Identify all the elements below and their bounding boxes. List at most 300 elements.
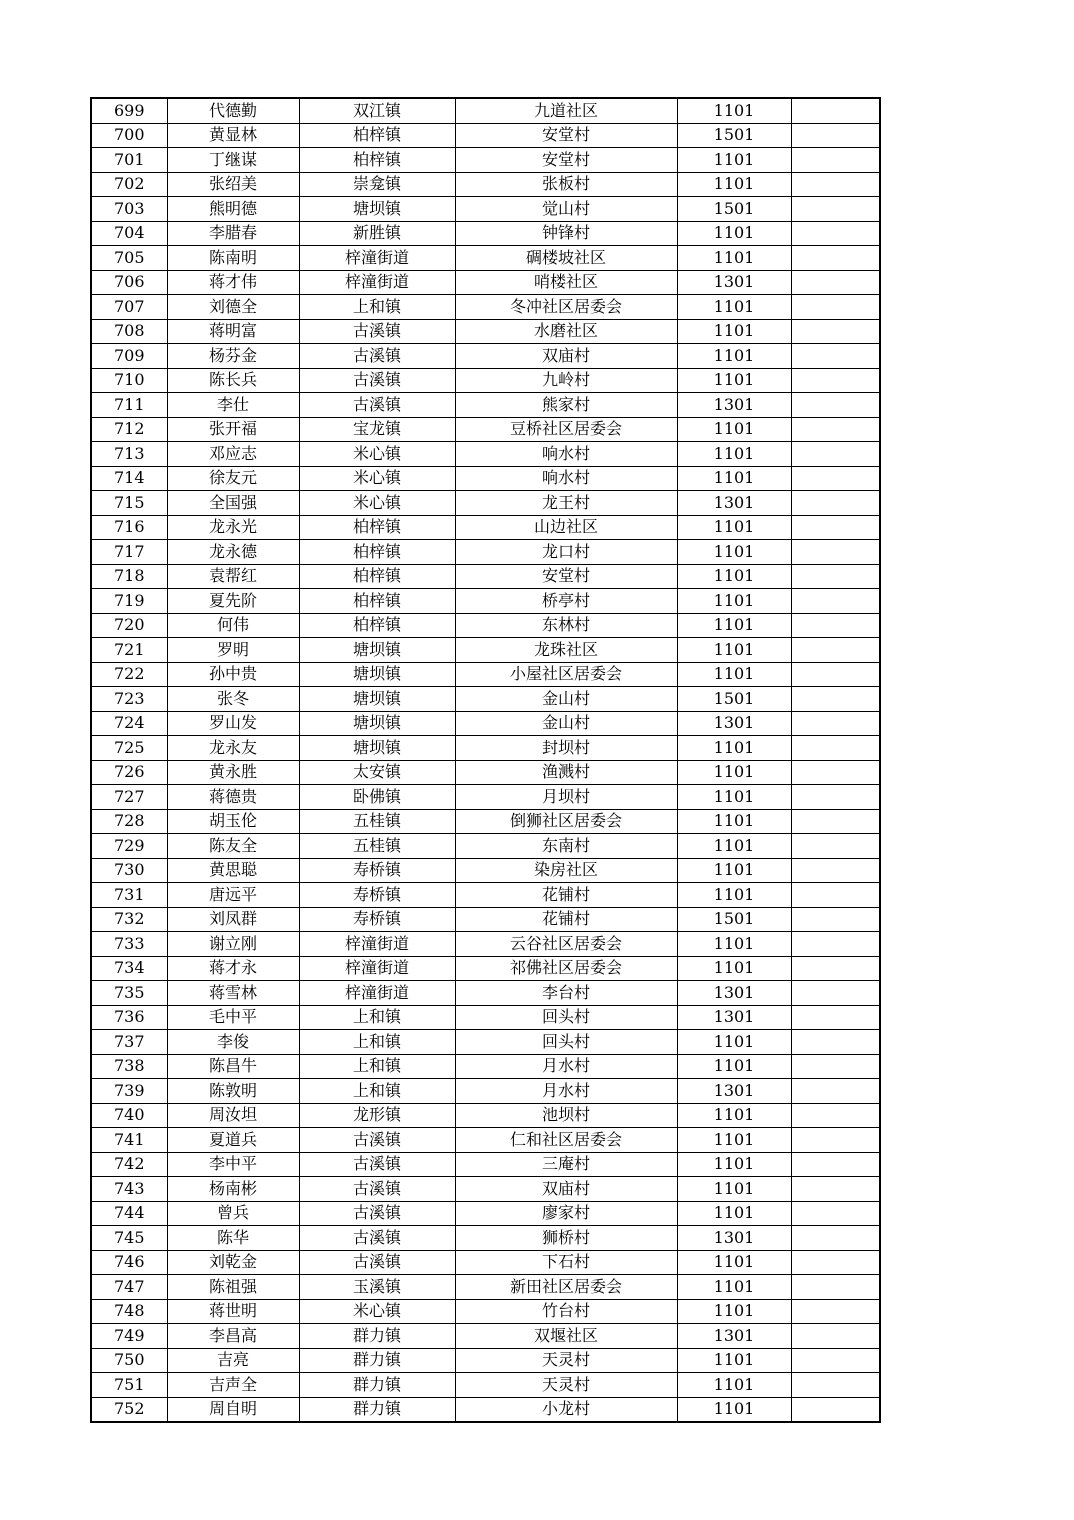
cell-code: 1501 bbox=[677, 687, 791, 712]
cell-village: 新田社区居委会 bbox=[455, 1275, 677, 1300]
cell-town: 古溪镇 bbox=[299, 1177, 455, 1202]
cell-code: 1101 bbox=[677, 368, 791, 393]
cell-village: 碉楼坡社区 bbox=[455, 246, 677, 271]
cell-number: 702 bbox=[91, 172, 167, 197]
table-row bbox=[91, 956, 880, 981]
cell-village: 桥亭村 bbox=[455, 589, 677, 614]
cell-extra bbox=[791, 1152, 880, 1177]
cell-code: 1101 bbox=[677, 809, 791, 834]
cell-number: 736 bbox=[91, 1005, 167, 1030]
cell-code: 1101 bbox=[677, 1201, 791, 1226]
cell-extra bbox=[791, 1275, 880, 1300]
cell-village: 金山村 bbox=[455, 711, 677, 736]
cell-extra bbox=[791, 1054, 880, 1079]
cell-number: 706 bbox=[91, 270, 167, 295]
cell-village: 金山村 bbox=[455, 687, 677, 712]
cell-village: 倒狮社区居委会 bbox=[455, 809, 677, 834]
cell-name: 陈南明 bbox=[167, 246, 299, 271]
cell-village: 渔溅村 bbox=[455, 760, 677, 785]
cell-village: 花铺村 bbox=[455, 883, 677, 908]
cell-extra bbox=[791, 368, 880, 393]
cell-number: 725 bbox=[91, 736, 167, 761]
cell-name: 龙永德 bbox=[167, 540, 299, 565]
cell-code: 1301 bbox=[677, 393, 791, 418]
cell-name: 代德勤 bbox=[167, 98, 299, 123]
cell-number: 732 bbox=[91, 907, 167, 932]
cell-town: 玉溪镇 bbox=[299, 1275, 455, 1300]
cell-number: 748 bbox=[91, 1299, 167, 1324]
cell-number: 730 bbox=[91, 858, 167, 883]
table-row bbox=[91, 809, 880, 834]
cell-extra bbox=[791, 1103, 880, 1128]
cell-village: 花铺村 bbox=[455, 907, 677, 932]
cell-village: 东林村 bbox=[455, 613, 677, 638]
cell-code: 1101 bbox=[677, 1250, 791, 1275]
cell-code: 1301 bbox=[677, 491, 791, 516]
table-row bbox=[91, 760, 880, 785]
cell-code: 1101 bbox=[677, 785, 791, 810]
cell-village: 双庙村 bbox=[455, 1177, 677, 1202]
table-row bbox=[91, 687, 880, 712]
table-row bbox=[91, 907, 880, 932]
cell-number: 707 bbox=[91, 295, 167, 320]
cell-number: 735 bbox=[91, 981, 167, 1006]
cell-town: 梓潼街道 bbox=[299, 246, 455, 271]
cell-name: 蒋才伟 bbox=[167, 270, 299, 295]
cell-village: 熊家村 bbox=[455, 393, 677, 418]
cell-extra bbox=[791, 540, 880, 565]
table-row bbox=[91, 344, 880, 369]
table-row bbox=[91, 613, 880, 638]
cell-village: 月水村 bbox=[455, 1079, 677, 1104]
cell-town: 群力镇 bbox=[299, 1373, 455, 1398]
cell-name: 李腊春 bbox=[167, 221, 299, 246]
cell-town: 梓潼街道 bbox=[299, 932, 455, 957]
cell-extra bbox=[791, 1079, 880, 1104]
cell-number: 751 bbox=[91, 1373, 167, 1398]
cell-extra bbox=[791, 564, 880, 589]
table-row bbox=[91, 540, 880, 565]
cell-extra bbox=[791, 809, 880, 834]
cell-extra bbox=[791, 1250, 880, 1275]
table-row bbox=[91, 1299, 880, 1324]
cell-number: 708 bbox=[91, 319, 167, 344]
table-row bbox=[91, 662, 880, 687]
cell-village: 安堂村 bbox=[455, 123, 677, 148]
cell-number: 719 bbox=[91, 589, 167, 614]
cell-village: 竹台村 bbox=[455, 1299, 677, 1324]
cell-town: 古溪镇 bbox=[299, 393, 455, 418]
cell-extra bbox=[791, 270, 880, 295]
table-row bbox=[91, 319, 880, 344]
cell-name: 杨芬金 bbox=[167, 344, 299, 369]
cell-town: 古溪镇 bbox=[299, 1226, 455, 1251]
cell-town: 群力镇 bbox=[299, 1324, 455, 1349]
table-row bbox=[91, 1103, 880, 1128]
cell-town: 梓潼街道 bbox=[299, 270, 455, 295]
table-row bbox=[91, 368, 880, 393]
cell-name: 蒋才永 bbox=[167, 956, 299, 981]
cell-village: 安堂村 bbox=[455, 148, 677, 173]
cell-name: 李俊 bbox=[167, 1030, 299, 1055]
cell-extra bbox=[791, 344, 880, 369]
records-table bbox=[90, 97, 881, 1423]
cell-code: 1501 bbox=[677, 907, 791, 932]
cell-name: 黄显林 bbox=[167, 123, 299, 148]
cell-number: 741 bbox=[91, 1128, 167, 1153]
cell-name: 刘乾金 bbox=[167, 1250, 299, 1275]
cell-village: 水磨社区 bbox=[455, 319, 677, 344]
cell-name: 毛中平 bbox=[167, 1005, 299, 1030]
table-row bbox=[91, 834, 880, 859]
cell-extra bbox=[791, 172, 880, 197]
cell-extra bbox=[791, 393, 880, 418]
cell-name: 吉声全 bbox=[167, 1373, 299, 1398]
cell-town: 上和镇 bbox=[299, 295, 455, 320]
cell-extra bbox=[791, 491, 880, 516]
cell-village: 豆桥社区居委会 bbox=[455, 417, 677, 442]
cell-village: 响水村 bbox=[455, 442, 677, 467]
cell-number: 705 bbox=[91, 246, 167, 271]
cell-extra bbox=[791, 687, 880, 712]
cell-village: 狮桥村 bbox=[455, 1226, 677, 1251]
cell-number: 738 bbox=[91, 1054, 167, 1079]
cell-number: 728 bbox=[91, 809, 167, 834]
cell-town: 米心镇 bbox=[299, 1299, 455, 1324]
cell-village: 张板村 bbox=[455, 172, 677, 197]
cell-town: 梓潼街道 bbox=[299, 956, 455, 981]
cell-extra bbox=[791, 1397, 880, 1422]
cell-name: 周汝坦 bbox=[167, 1103, 299, 1128]
cell-extra bbox=[791, 981, 880, 1006]
cell-code: 1301 bbox=[677, 1005, 791, 1030]
table-row bbox=[91, 883, 880, 908]
cell-name: 陈敦明 bbox=[167, 1079, 299, 1104]
cell-town: 塘坝镇 bbox=[299, 736, 455, 761]
cell-village: 龙王村 bbox=[455, 491, 677, 516]
cell-number: 727 bbox=[91, 785, 167, 810]
cell-extra bbox=[791, 295, 880, 320]
cell-code: 1101 bbox=[677, 295, 791, 320]
cell-code: 1101 bbox=[677, 589, 791, 614]
cell-number: 733 bbox=[91, 932, 167, 957]
cell-town: 柏梓镇 bbox=[299, 540, 455, 565]
cell-number: 701 bbox=[91, 148, 167, 173]
cell-code: 1101 bbox=[677, 246, 791, 271]
cell-name: 曾兵 bbox=[167, 1201, 299, 1226]
cell-number: 709 bbox=[91, 344, 167, 369]
cell-extra bbox=[791, 319, 880, 344]
cell-name: 何伟 bbox=[167, 613, 299, 638]
cell-town: 寿桥镇 bbox=[299, 883, 455, 908]
cell-number: 744 bbox=[91, 1201, 167, 1226]
cell-name: 张开福 bbox=[167, 417, 299, 442]
cell-code: 1101 bbox=[677, 1299, 791, 1324]
cell-number: 710 bbox=[91, 368, 167, 393]
cell-name: 袁帮红 bbox=[167, 564, 299, 589]
table-row bbox=[91, 393, 880, 418]
cell-town: 古溪镇 bbox=[299, 344, 455, 369]
table-row bbox=[91, 858, 880, 883]
cell-name: 杨南彬 bbox=[167, 1177, 299, 1202]
cell-extra bbox=[791, 466, 880, 491]
cell-extra bbox=[791, 442, 880, 467]
cell-village: 月坝村 bbox=[455, 785, 677, 810]
cell-code: 1101 bbox=[677, 1348, 791, 1373]
table-row bbox=[91, 589, 880, 614]
cell-village: 小龙村 bbox=[455, 1397, 677, 1422]
cell-village: 冬冲社区居委会 bbox=[455, 295, 677, 320]
cell-village: 李台村 bbox=[455, 981, 677, 1006]
cell-name: 邓应志 bbox=[167, 442, 299, 467]
cell-name: 蒋明富 bbox=[167, 319, 299, 344]
table-row bbox=[91, 1177, 880, 1202]
cell-town: 塘坝镇 bbox=[299, 638, 455, 663]
cell-town: 柏梓镇 bbox=[299, 515, 455, 540]
cell-town: 宝龙镇 bbox=[299, 417, 455, 442]
cell-number: 740 bbox=[91, 1103, 167, 1128]
cell-name: 李中平 bbox=[167, 1152, 299, 1177]
cell-number: 714 bbox=[91, 466, 167, 491]
cell-code: 1101 bbox=[677, 883, 791, 908]
cell-name: 丁继谋 bbox=[167, 148, 299, 173]
cell-village: 小屋社区居委会 bbox=[455, 662, 677, 687]
cell-name: 全国强 bbox=[167, 491, 299, 516]
table-row bbox=[91, 1030, 880, 1055]
cell-extra bbox=[791, 98, 880, 123]
cell-code: 1101 bbox=[677, 1054, 791, 1079]
cell-town: 柏梓镇 bbox=[299, 148, 455, 173]
table-row bbox=[91, 638, 880, 663]
cell-village: 染房社区 bbox=[455, 858, 677, 883]
cell-extra bbox=[791, 883, 880, 908]
cell-name: 龙永友 bbox=[167, 736, 299, 761]
cell-village: 回头村 bbox=[455, 1030, 677, 1055]
cell-village: 东南村 bbox=[455, 834, 677, 859]
table-row bbox=[91, 417, 880, 442]
cell-village: 响水村 bbox=[455, 466, 677, 491]
table-row bbox=[91, 1079, 880, 1104]
cell-code: 1101 bbox=[677, 1152, 791, 1177]
cell-extra bbox=[791, 1226, 880, 1251]
cell-town: 崇龛镇 bbox=[299, 172, 455, 197]
cell-town: 五桂镇 bbox=[299, 834, 455, 859]
cell-extra bbox=[791, 711, 880, 736]
cell-number: 704 bbox=[91, 221, 167, 246]
cell-town: 上和镇 bbox=[299, 1030, 455, 1055]
cell-number: 742 bbox=[91, 1152, 167, 1177]
cell-code: 1101 bbox=[677, 1275, 791, 1300]
table-row bbox=[91, 515, 880, 540]
cell-code: 1101 bbox=[677, 858, 791, 883]
cell-name: 蒋雪林 bbox=[167, 981, 299, 1006]
cell-code: 1101 bbox=[677, 1177, 791, 1202]
cell-extra bbox=[791, 1299, 880, 1324]
cell-code: 1101 bbox=[677, 1373, 791, 1398]
cell-code: 1101 bbox=[677, 221, 791, 246]
table-row bbox=[91, 711, 880, 736]
cell-town: 柏梓镇 bbox=[299, 589, 455, 614]
cell-town: 古溪镇 bbox=[299, 1201, 455, 1226]
cell-number: 711 bbox=[91, 393, 167, 418]
cell-village: 云谷社区居委会 bbox=[455, 932, 677, 957]
table-row bbox=[91, 123, 880, 148]
cell-name: 吉亮 bbox=[167, 1348, 299, 1373]
cell-town: 古溪镇 bbox=[299, 1250, 455, 1275]
cell-name: 罗明 bbox=[167, 638, 299, 663]
cell-name: 张冬 bbox=[167, 687, 299, 712]
cell-name: 陈友全 bbox=[167, 834, 299, 859]
cell-name: 李仕 bbox=[167, 393, 299, 418]
table-row bbox=[91, 148, 880, 173]
cell-number: 718 bbox=[91, 564, 167, 589]
cell-village: 月水村 bbox=[455, 1054, 677, 1079]
cell-number: 729 bbox=[91, 834, 167, 859]
cell-code: 1101 bbox=[677, 319, 791, 344]
table-row bbox=[91, 491, 880, 516]
cell-extra bbox=[791, 760, 880, 785]
cell-name: 夏道兵 bbox=[167, 1128, 299, 1153]
table-row bbox=[91, 1397, 880, 1422]
cell-code: 1101 bbox=[677, 442, 791, 467]
cell-number: 703 bbox=[91, 197, 167, 222]
cell-village: 龙口村 bbox=[455, 540, 677, 565]
table-row bbox=[91, 270, 880, 295]
cell-code: 1101 bbox=[677, 638, 791, 663]
cell-extra bbox=[791, 613, 880, 638]
cell-extra bbox=[791, 638, 880, 663]
cell-name: 陈祖强 bbox=[167, 1275, 299, 1300]
cell-code: 1101 bbox=[677, 1397, 791, 1422]
cell-name: 刘凤群 bbox=[167, 907, 299, 932]
cell-number: 746 bbox=[91, 1250, 167, 1275]
cell-town: 柏梓镇 bbox=[299, 613, 455, 638]
cell-number: 715 bbox=[91, 491, 167, 516]
table-row bbox=[91, 1373, 880, 1398]
table-row bbox=[91, 295, 880, 320]
cell-name: 刘德全 bbox=[167, 295, 299, 320]
cell-village: 祁佛社区居委会 bbox=[455, 956, 677, 981]
cell-town: 上和镇 bbox=[299, 1079, 455, 1104]
cell-number: 722 bbox=[91, 662, 167, 687]
records-table-body bbox=[91, 98, 880, 1422]
cell-extra bbox=[791, 1373, 880, 1398]
cell-village: 九道社区 bbox=[455, 98, 677, 123]
cell-town: 梓潼街道 bbox=[299, 981, 455, 1006]
cell-village: 池坝村 bbox=[455, 1103, 677, 1128]
cell-number: 731 bbox=[91, 883, 167, 908]
cell-extra bbox=[791, 1324, 880, 1349]
cell-extra bbox=[791, 1005, 880, 1030]
cell-town: 双江镇 bbox=[299, 98, 455, 123]
cell-number: 700 bbox=[91, 123, 167, 148]
table-row bbox=[91, 981, 880, 1006]
cell-extra bbox=[791, 589, 880, 614]
cell-town: 塘坝镇 bbox=[299, 711, 455, 736]
cell-number: 749 bbox=[91, 1324, 167, 1349]
cell-code: 1301 bbox=[677, 1324, 791, 1349]
cell-code: 1101 bbox=[677, 417, 791, 442]
cell-code: 1501 bbox=[677, 197, 791, 222]
cell-name: 罗山发 bbox=[167, 711, 299, 736]
cell-number: 713 bbox=[91, 442, 167, 467]
table-row bbox=[91, 1348, 880, 1373]
cell-extra bbox=[791, 736, 880, 761]
cell-code: 1101 bbox=[677, 1030, 791, 1055]
cell-extra bbox=[791, 662, 880, 687]
cell-code: 1101 bbox=[677, 834, 791, 859]
cell-town: 龙形镇 bbox=[299, 1103, 455, 1128]
table-row bbox=[91, 785, 880, 810]
cell-town: 米心镇 bbox=[299, 491, 455, 516]
cell-name: 黄永胜 bbox=[167, 760, 299, 785]
cell-extra bbox=[791, 1177, 880, 1202]
cell-number: 737 bbox=[91, 1030, 167, 1055]
cell-name: 李昌高 bbox=[167, 1324, 299, 1349]
cell-number: 724 bbox=[91, 711, 167, 736]
cell-code: 1101 bbox=[677, 1103, 791, 1128]
cell-town: 塘坝镇 bbox=[299, 662, 455, 687]
cell-extra bbox=[791, 221, 880, 246]
cell-extra bbox=[791, 785, 880, 810]
cell-extra bbox=[791, 834, 880, 859]
cell-village: 天灵村 bbox=[455, 1373, 677, 1398]
table-row bbox=[91, 1201, 880, 1226]
cell-code: 1101 bbox=[677, 956, 791, 981]
cell-code: 1101 bbox=[677, 540, 791, 565]
cell-code: 1301 bbox=[677, 711, 791, 736]
cell-extra bbox=[791, 858, 880, 883]
table-row bbox=[91, 1128, 880, 1153]
cell-code: 1301 bbox=[677, 1226, 791, 1251]
cell-number: 712 bbox=[91, 417, 167, 442]
cell-name: 胡玉伦 bbox=[167, 809, 299, 834]
cell-number: 699 bbox=[91, 98, 167, 123]
cell-name: 谢立刚 bbox=[167, 932, 299, 957]
table-row bbox=[91, 1152, 880, 1177]
cell-village: 廖家村 bbox=[455, 1201, 677, 1226]
cell-number: 745 bbox=[91, 1226, 167, 1251]
cell-number: 720 bbox=[91, 613, 167, 638]
cell-extra bbox=[791, 1348, 880, 1373]
cell-extra bbox=[791, 123, 880, 148]
cell-name: 唐远平 bbox=[167, 883, 299, 908]
cell-town: 群力镇 bbox=[299, 1348, 455, 1373]
cell-town: 古溪镇 bbox=[299, 1128, 455, 1153]
cell-code: 1101 bbox=[677, 1128, 791, 1153]
table-row bbox=[91, 172, 880, 197]
cell-number: 723 bbox=[91, 687, 167, 712]
cell-code: 1101 bbox=[677, 344, 791, 369]
cell-name: 黄思聪 bbox=[167, 858, 299, 883]
cell-name: 陈长兵 bbox=[167, 368, 299, 393]
cell-number: 716 bbox=[91, 515, 167, 540]
table-row bbox=[91, 1226, 880, 1251]
cell-village: 回头村 bbox=[455, 1005, 677, 1030]
cell-code: 1301 bbox=[677, 981, 791, 1006]
cell-name: 陈昌牛 bbox=[167, 1054, 299, 1079]
cell-extra bbox=[791, 197, 880, 222]
cell-town: 柏梓镇 bbox=[299, 123, 455, 148]
cell-number: 743 bbox=[91, 1177, 167, 1202]
cell-town: 上和镇 bbox=[299, 1005, 455, 1030]
cell-code: 1101 bbox=[677, 98, 791, 123]
cell-number: 752 bbox=[91, 1397, 167, 1422]
cell-town: 古溪镇 bbox=[299, 319, 455, 344]
cell-code: 1101 bbox=[677, 172, 791, 197]
cell-town: 五桂镇 bbox=[299, 809, 455, 834]
cell-name: 蒋世明 bbox=[167, 1299, 299, 1324]
